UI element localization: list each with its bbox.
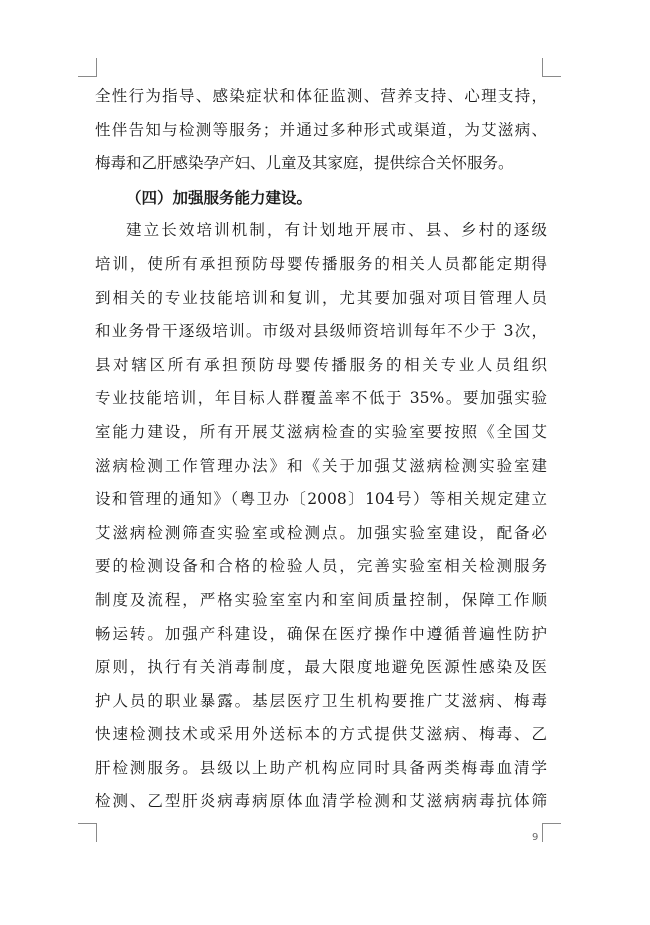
text-line: 检测、乙型肝炎病毒病原体血清学检测和艾滋病病毒抗体筛 <box>95 792 547 811</box>
section-heading: （四）加强服务能力建设。 <box>126 187 313 207</box>
text-line: 制度及流程，严格实验室室内和室间质量控制，保障工作顺 <box>95 590 547 609</box>
crop-mark-bottom-right <box>542 823 561 842</box>
text-line: 性伴告知与检测等服务；并通过多种形式或渠道，为艾滋病、 <box>95 120 547 139</box>
page-number: 9 <box>532 832 539 843</box>
text-line: 和业务骨干逐级培训。市级对县级师资培训每年不少于 3次， <box>95 322 547 341</box>
text-line: 梅毒和乙肝感染孕产妇、儿童及其家庭，提供综合关怀服务。 <box>95 154 514 173</box>
text-line: 专业技能培训，年目标人群覆盖率不低于 35%。要加强实验 <box>95 389 547 408</box>
crop-mark-top-right <box>542 58 561 77</box>
text-line: 建立长效培训机制，有计划地开展市、县、乡村的逐级 <box>126 221 547 240</box>
text-line: 原则，执行有关消毒制度，最大限度地避免医源性感染及医 <box>95 658 547 677</box>
text-line: 护人员的职业暴露。基层医疗卫生机构要推广艾滋病、梅毒 <box>95 691 547 710</box>
text-line: 全性行为指导、感染症状和体征监测、营养支持、心理支持， <box>95 87 547 105</box>
text-line: 设和管理的通知》（粤卫办〔2008〕104号）等相关规定建立 <box>95 490 547 509</box>
text-line: 培训，使所有承担预防母婴传播服务的相关人员都能定期得 <box>95 254 547 273</box>
text-line: 滋病检测工作管理办法》和《关于加强艾滋病检测实验室建 <box>95 456 547 475</box>
crop-mark-top-left <box>78 58 97 77</box>
text-line: 快速检测技术或采用外送标本的方式提供艾滋病、梅毒、乙 <box>95 725 547 744</box>
document-body <box>95 80 547 819</box>
text-line: 畅运转。加强产科建设，确保在医疗操作中遵循普遍性防护 <box>95 624 547 643</box>
text-line: 艾滋病检测筛查实验室或检测点。加强实验室建设，配备必 <box>95 523 547 542</box>
crop-mark-bottom-left <box>78 823 97 842</box>
text-line: 室能力建设，所有开展艾滋病检查的实验室要按照《全国艾 <box>95 422 547 441</box>
text-line: 到相关的专业技能培训和复训，尤其要加强对项目管理人员 <box>95 288 547 307</box>
text-line: 肝检测服务。县级以上助产机构应同时具备两类梅毒血清学 <box>95 758 547 777</box>
text-line: 县对辖区所有承担预防母婴传播服务的相关专业人员组织 <box>95 355 547 374</box>
text-line: 要的检测设备和合格的检验人员，完善实验室相关检测服务 <box>95 557 547 576</box>
